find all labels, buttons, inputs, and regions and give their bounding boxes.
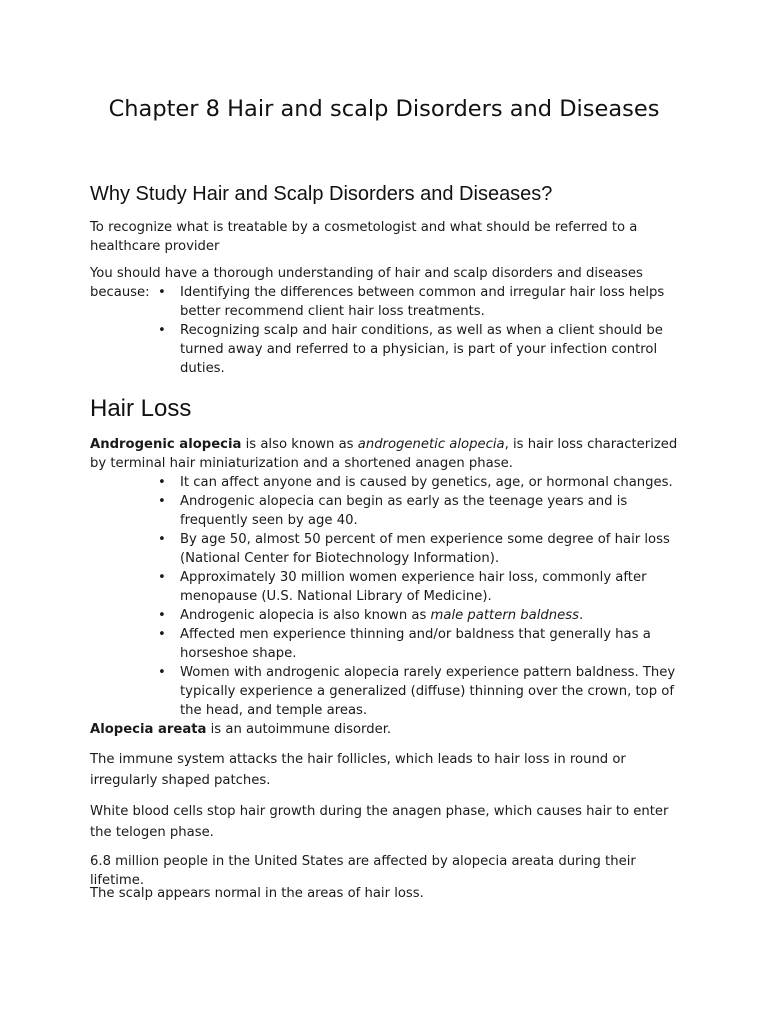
hair-loss-bullet-item	[90, 606, 680, 625]
why-paragraph-2: You should have a thorough understanding of hair and scalp disorders and diseases because:	[90, 266, 643, 300]
chapter-title: Chapter 8 Hair and scalp Disorders and Diseases	[108, 96, 660, 122]
hair-loss-bullet-item: • Affected men experience thinning and/or baldness that generally has a horseshoe shape.	[90, 625, 680, 663]
androgenetic-alopecia-term: androgenetic alopecia	[357, 437, 505, 452]
hair-loss-bullet-item: • Androgenic alopecia can begin as early as the teenage years and is frequently seen by age 40.	[90, 492, 680, 530]
why-paragraph-1: To recognize what is treatable by a cosmetologist and what should be referred to a healthcare provider	[90, 220, 638, 254]
hair-loss-heading: Hair Loss	[90, 395, 192, 422]
why-bullet-item: • Identifying the differences between common and irregular hair loss helps better recommend client hair loss treatments.	[90, 283, 680, 321]
why-bullet-item: • Recognizing scalp and hair conditions, as well as when a client should be turned away and referred to a physician, is part of your infection control duties.	[90, 321, 680, 378]
male-pattern-baldness-term: male pattern baldness	[430, 608, 580, 623]
alopecia-areata-term: Alopecia areata	[90, 722, 207, 737]
hair-loss-bullet-item: • It can affect anyone and is caused by genetics, age, or hormonal changes.	[90, 473, 680, 492]
why-study-heading: Why Study Hair and Scalp Disorders and Diseases?	[90, 183, 553, 205]
hair-loss-bullet-item: • Approximately 30 million women experience hair loss, commonly after menopause (U.S. National Library of Medicine).	[90, 568, 680, 606]
areata-paragraph-3: 6.8 million people in the United States are affected by alopecia areata during their lifetime.	[90, 854, 636, 888]
hair-loss-bullet-list	[90, 473, 680, 720]
mpb-text: Androgenic alopecia is also known as	[180, 608, 431, 623]
androgenic-text-a: is also known as	[241, 437, 358, 452]
androgenic-text-b: , is hair loss characterized by terminal hair miniaturization and a shortened anagen phase.	[90, 437, 678, 471]
androgenic-alopecia-term: Androgenic alopecia	[90, 437, 242, 452]
areata-paragraph-2: White blood cells stop hair growth during the anagen phase, which causes hair to enter the telogen phase.	[90, 804, 669, 840]
why-bullet-list	[90, 283, 680, 378]
androgenic-alopecia-paragraph	[90, 435, 690, 473]
mpb-end: .	[579, 608, 584, 623]
areata-paragraph-1: The immune system attacks the hair follicles, which leads to hair loss in round or irregularly shaped patches.	[90, 752, 626, 788]
areata-text: is an autoimmune disorder.	[206, 722, 392, 737]
hair-loss-bullet-item: • By age 50, almost 50 percent of men experience some degree of hair loss (National Center for Biotechnology Information).	[90, 530, 680, 568]
hair-loss-bullet-item: • Women with androgenic alopecia rarely experience pattern baldness. They typically experience a generalized (diffuse) thinning over the crown, top of the head, and temple areas.	[90, 663, 680, 720]
alopecia-areata-paragraph	[90, 720, 690, 739]
areata-paragraph-4: The scalp appears normal in the areas of hair loss.	[90, 886, 424, 901]
